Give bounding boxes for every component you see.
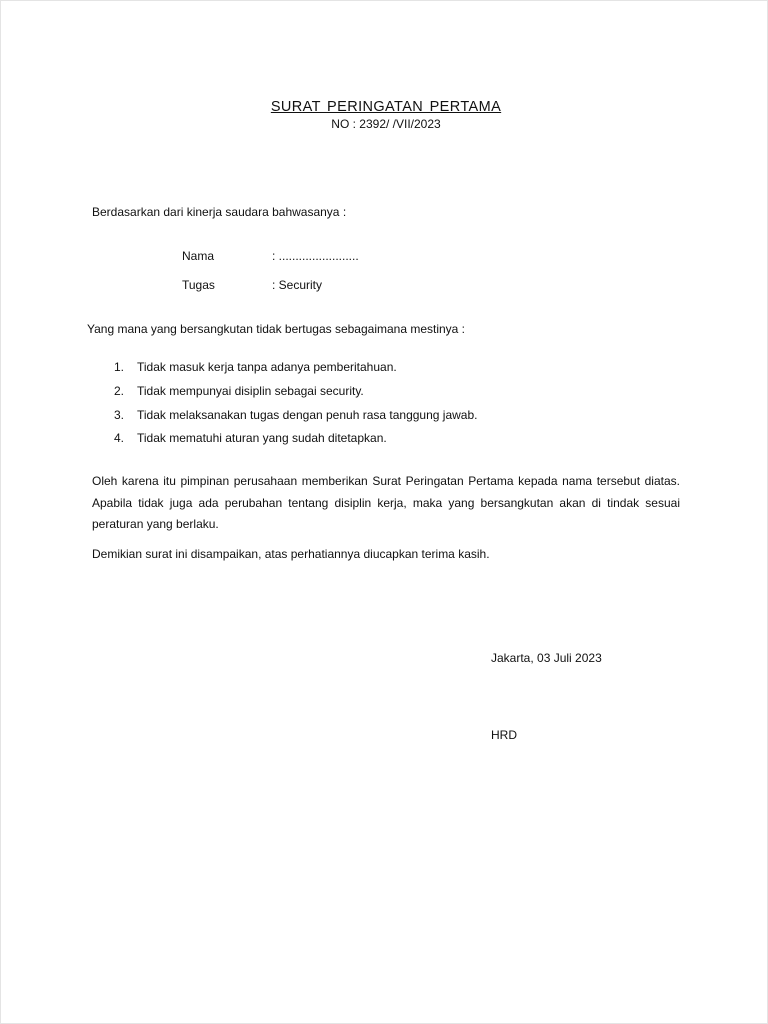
violation-item: Tidak mempunyai disiplin sebagai security. bbox=[137, 384, 364, 398]
letter-title: SURAT PERINGATAN PERTAMA bbox=[270, 99, 502, 115]
violation-item: Tidak masuk kerja tanpa adanya pemberitahuan. bbox=[137, 360, 397, 374]
statement-text: Yang mana yang bersangkutan tidak bertugas sebagaimana mestinya : bbox=[87, 322, 466, 336]
violation-number: 3. bbox=[114, 408, 125, 422]
field-value-tugas: : Security bbox=[272, 278, 323, 292]
letter-number: NO : 2392/ /VII/2023 bbox=[331, 117, 441, 131]
field-label-nama: Nama bbox=[182, 249, 215, 263]
violation-item: Tidak melaksanakan tugas dengan penuh rasa tanggung jawab. bbox=[137, 408, 478, 422]
violation-number: 4. bbox=[114, 431, 125, 445]
field-value-nama: : ........................ bbox=[272, 249, 359, 263]
violation-number: 2. bbox=[114, 384, 125, 398]
violation-item: Tidak mematuhi aturan yang sudah ditetapkan. bbox=[137, 431, 387, 445]
intro-text: Berdasarkan dari kinerja saudara bahwasanya : bbox=[92, 205, 347, 219]
place-date: Jakarta, 03 Juli 2023 bbox=[491, 651, 602, 665]
closing-text: Demikian surat ini disampaikan, atas perhatiannya diucapkan terima kasih. bbox=[92, 547, 490, 561]
signer-title: HRD bbox=[491, 728, 517, 742]
field-label-tugas: Tugas bbox=[182, 278, 215, 292]
consequence-paragraph: Oleh karena itu pimpinan perusahaan memberikan Surat Peringatan Pertama kepada nama tersebut diatas. Apabila tidak juga ada perubahan tentang disiplin kerja, maka yang bersangkutan akan di tindak sesuai peraturan yang berlaku. bbox=[92, 474, 680, 531]
violation-number: 1. bbox=[114, 360, 125, 374]
